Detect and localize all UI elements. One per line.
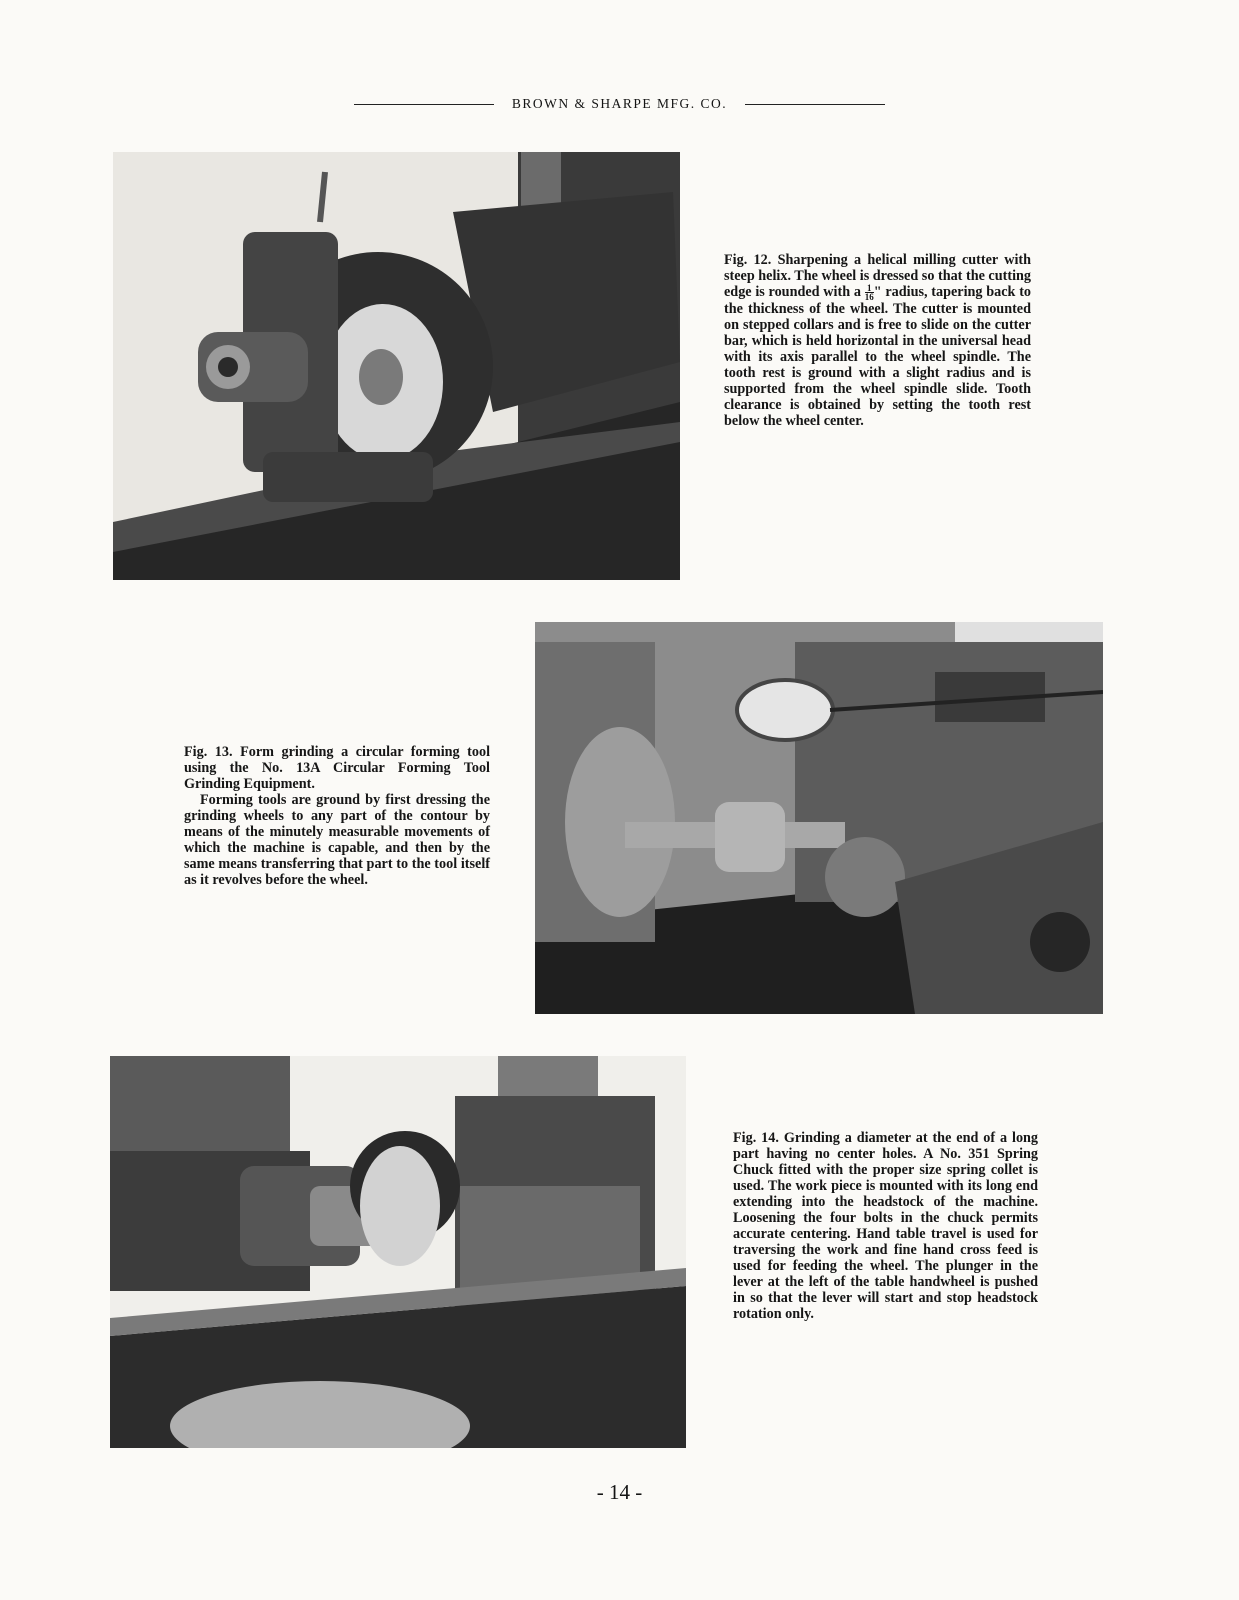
fig12-fraction: $\frac{1}{16}$ — [864, 283, 874, 303]
fig14-caption — [733, 1130, 1038, 1322]
fig13-caption-text: Form grinding a circular forming tool using the No. 13A Circular Forming Tool Grinding Equipment. — [184, 744, 491, 792]
fig13-caption-head: Fig. 13. — [184, 744, 233, 760]
fig13-caption-paragraph-2: Forming tools are ground by first dressing the grinding wheels to any part of the contour by means of the minutely measurable movements of which the machine is capable, and then by the same means transferring that part to the tool itself as it revolves before the wheel. — [184, 792, 490, 888]
header-rule-right — [745, 104, 885, 105]
page-header — [0, 96, 1239, 112]
fig12-caption-text-a: Sharpening a helical milling cutter with steep helix. The wheel is dressed so that the cutting edge is rounded with a — [724, 252, 1032, 300]
fig12-caption-head: Fig. 12. — [724, 252, 772, 268]
fig13-caption — [184, 744, 490, 888]
fig12-photo — [113, 152, 680, 580]
fig14-caption-text: Grinding a diameter at the end of a long part having no center holes. A No. 351 Spring Chuck fitted with the proper size spring collet is used. The work piece is mounted with its long end extending into the headstock of the machine. Loosening the four bolts in the chuck permits accurate centering. Hand table travel is used for traversing the work and fine hand cross feed is used for feeding the wheel. The plunger in the lever at the left of the table handwheel is pushed in so that the lever will start and stop headstock rotation only. — [733, 1130, 1039, 1322]
fig12-caption — [724, 252, 1031, 429]
fig13-photo — [535, 622, 1103, 1014]
fig14-photo — [110, 1056, 686, 1448]
fig12-caption-text-b: " radius, tapering back to the thickness of the wheel. The cutter is mounted on stepped collars and is free to slide on the cutter bar, which is held horizontal in the universal head with its axis parallel to the wheel spindle. The tooth rest is ground with a slight radius and is supported from the wheel spindle slide. Tooth clearance is obtained by setting the tooth rest below the wheel center. — [724, 284, 1032, 430]
fig14-caption-head: Fig. 14. — [733, 1130, 779, 1146]
header-title: BROWN & SHARPE MFG. CO. — [511, 96, 728, 111]
header-rule-left — [354, 104, 494, 105]
page-number: - 14 - — [596, 1480, 643, 1504]
